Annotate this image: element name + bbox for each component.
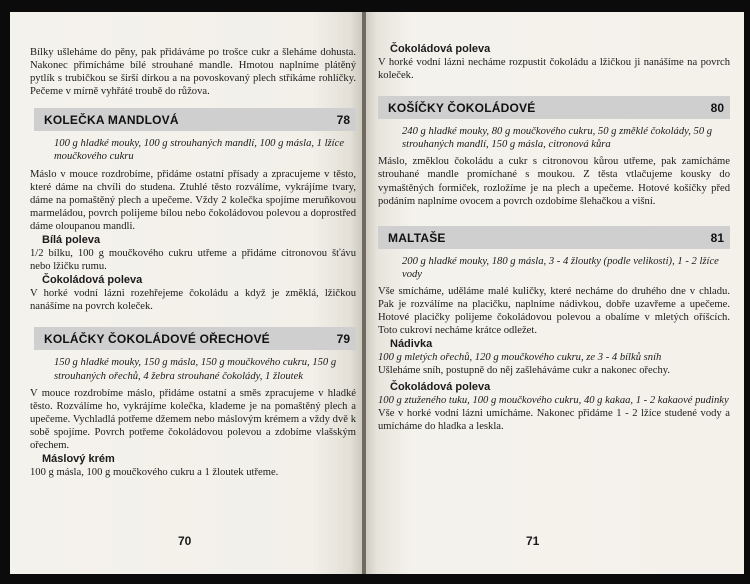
page-number: 71 xyxy=(526,534,540,548)
recipe-title: MALTAŠE xyxy=(388,230,446,245)
subheading-ingredients: 100 g ztuženého tuku, 100 g moučkového cukru, 40 g kakaa, 1 - 2 kakaové pudinky xyxy=(378,394,729,406)
subheading-maslovy-krem: Máslový krém xyxy=(42,453,115,466)
recipe-number: 78 xyxy=(336,113,350,128)
recipe-title: KOLÁČKY ČOKOLÁDOVÉ OŘECHOVÉ xyxy=(44,332,270,347)
recipe-title: KOŠÍČKY ČOKOLÁDOVÉ xyxy=(388,101,536,116)
recipe-method: V mouce rozdrobíme máslo, přidáme ostatní a směs zpracujeme v hladké těsto. Rozválíme ho, vykrájíme kolečka, klademe je na pomaštěný plech a upečeme. Vychladlá potřeme džemem nebo máslovým krémem a vždy dvě k sobě spojíme. Povrch potřeme čokoládovou polevou a zdobíme vlašským ořechem. xyxy=(30,387,356,451)
right-page xyxy=(366,12,744,574)
recipe-number: 80 xyxy=(710,101,724,116)
subheading-text: Vše v horké vodní lázni umícháme. Nakonec přidáme 1 - 2 lžíce studené vody a umícháme do hladka a leskla. xyxy=(378,407,730,432)
recipe-ingredients: 150 g hladké mouky, 150 g másla, 150 g moučkového cukru, 150 g strouhaných ořechů, 4 žebra strouhané čokolády, 1 žloutek xyxy=(54,357,337,382)
page-number: 70 xyxy=(178,534,192,548)
recipe-ingredients: 200 g hladké mouky, 180 g másla, 3 - 4 žloutky (podle velikosti), 1 - 2 lžíce vody xyxy=(402,255,719,280)
left-page-content xyxy=(30,46,356,479)
recipe-ingredients: 240 g hladké mouky, 80 g moučkového cukru, 50 g změklé čokolády, 50 g strouhaných mandlí, 150 g másla, citronová kůra xyxy=(402,126,713,151)
right-page-content xyxy=(378,42,730,433)
intro-paragraph: Bílky ušleháme do pěny, pak přidáváme po trošce cukr a šleháme dohusta. Nakonec přimícháme bílé strouhané mandle. Hmotou naplníme plátěný pytlík s trubičkou se širší dírkou a na povoskovaný plech stříkáme rohlíčky. Pečeme v mírně vyhřáté troubě do růžova. xyxy=(30,47,356,98)
subheading-ingredients: 100 g mletých ořechů, 120 g moučkového cukru, ze 3 - 4 bílků sníh xyxy=(378,352,662,364)
recipe-header-kolacky xyxy=(34,327,356,350)
recipe-method: Máslo v mouce rozdrobíme, přidáme ostatní přísady a zpracujeme v těsto, které dáme na chvíli do studena. Ztuhlé těsto rozválíme, vykrájíme tvary, dáme na pomaštěný plech a upečeme. Vždy 2 kolečka spojíme meruňkovou marmeládou, povrch polijeme bílou nebo čokoládovou polevou a doprostřed dáme oloupanou mandli. xyxy=(30,168,356,232)
recipe-ingredients: 100 g hladké mouky, 100 g strouhaných mandlí, 100 g másla, 1 lžíce moučkového cukru xyxy=(54,138,345,163)
recipe-title: KOLEČKA MANDLOVÁ xyxy=(44,113,179,128)
recipe-method: Máslo, změklou čokoládu a cukr s citronovou kůrou utřeme, pak zamícháme strouhané mandle promíchané s moukou. Z těsta vtlačujeme kousky do vymaštěných formiček, rozložíme je na plech a upečeme. Hotové košíčky před podáním naplníme ovocem a povrch ozdobíme šlehačkou a višní. xyxy=(378,156,730,207)
recipe-number: 81 xyxy=(710,230,724,245)
subheading-nadivka: Nádivka xyxy=(390,338,433,351)
subheading-text: 1/2 bílku, 100 g moučkového cukru utřeme a přidáme citronovou šťávu nebo lžičku rumu. xyxy=(30,248,356,273)
subheading-bila-poleva: Bílá poleva xyxy=(42,234,101,247)
left-page xyxy=(10,12,364,574)
subheading-text: Ušleháme sníh, postupně do něj zašleháváme cukr a nakonec ořechy. xyxy=(378,365,671,377)
recipe-header-maltase xyxy=(378,226,730,249)
intro-paragraph: V horké vodní lázni necháme rozpustit čokoládu a lžičkou ji nanášíme na povrch koleček. xyxy=(378,57,730,82)
recipe-method: Vše smícháme, uděláme malé kuličky, které necháme do druhého dne v chladu. Pak je rozválíme na placičku, naplníme nádivkou, dobře uzavřeme a upečeme. Hotové placičky polijeme čokoládovou polevou a obalíme v mletých oříšcích. Toto cukroví necháme krátce odležet. xyxy=(378,285,730,337)
subheading-cokoladova-poleva: Čokoládová poleva xyxy=(390,380,491,393)
recipe-header-kolecka xyxy=(34,108,356,131)
open-book xyxy=(10,12,744,574)
subheading-cokoladova-poleva: Čokoládová poleva xyxy=(42,274,143,287)
subheading-cokoladova-poleva: Čokoládová poleva xyxy=(390,43,491,55)
recipe-number: 79 xyxy=(336,332,350,347)
subheading-text: 100 g másla, 100 g moučkového cukru a 1 žloutek utřeme. xyxy=(30,467,279,479)
recipe-header-kosicky xyxy=(378,96,730,119)
subheading-text: V horké vodní lázni rozehřejeme čokoládu a když je změklá, lžičkou nanášíme na povrch koleček. xyxy=(30,288,356,313)
